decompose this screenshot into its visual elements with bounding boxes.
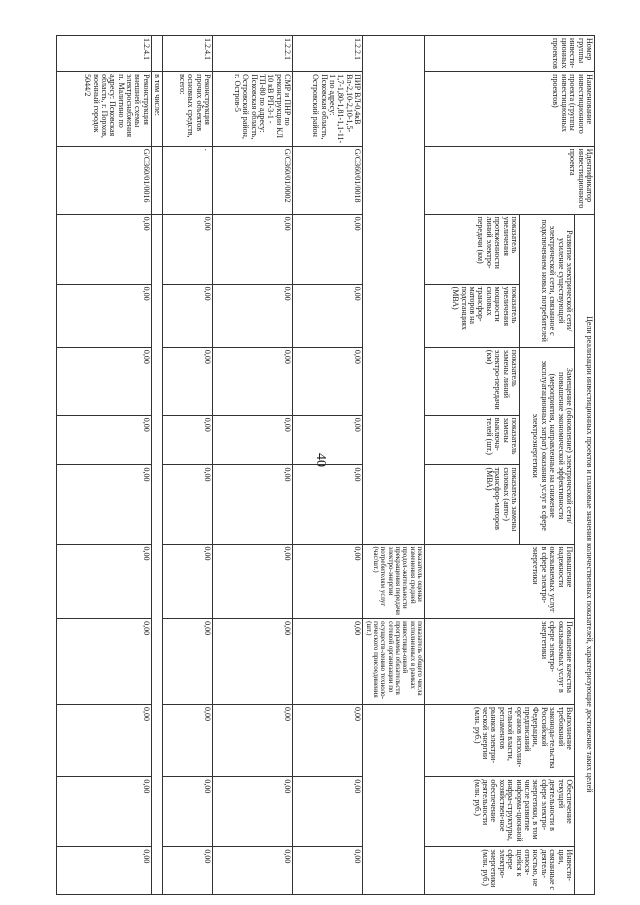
row-value: 0,00 — [293, 465, 363, 544]
header-goals: Цели реализации инвестиционных проектов и плановые значения количественных показателей, характеризующие достижение таких целей — [575, 214, 595, 894]
table-row — [151, 36, 162, 895]
row-project-name: СМР и ПНР по реконструкции КЛ 10 кВ РП-3-1 - ТП-80 по адресу: Псковская область, Островский район, г. Остров-5 — [213, 72, 293, 147]
row-value: 0,00 — [163, 619, 213, 705]
header-ind-transformer-capacity: показатель увеличения мощности силовых трансфор-маторов на подстанциях (МВА) — [425, 284, 520, 347]
row-value: 0,00 — [163, 465, 213, 544]
row-value: 0,00 — [56, 619, 151, 705]
row-value: 0,00 — [293, 347, 363, 415]
header-goal-law: Выполнение требований законода-тельства Российской Федерации, предписаний органов исполни-тельной власти, регламентов рынков электри-ческой энергии (млн. руб.) — [425, 705, 575, 777]
row-value: 0,00 — [163, 777, 213, 847]
header-ind-replace-switches: показатель замены выключа-телей (шт.) — [425, 415, 520, 465]
row-value: 0,00 — [213, 544, 293, 619]
row-value: 0,00 — [213, 214, 293, 284]
rotated-table-wrapper — [60, 35, 595, 895]
row-value: 0,00 — [163, 544, 213, 619]
header-ind-replace-lines: показатель замены линий электро-передачи (км) — [425, 347, 520, 415]
header-ind-replace-transformers: показатель замены силовых (авто-) трансфор-маторов (МВА) — [425, 465, 520, 544]
row-project-name: Реконструкция прочих объектов основных средств, всего: — [163, 72, 213, 147]
row-value: 0,00 — [213, 619, 293, 705]
header-ind-reliability-spacer — [363, 36, 425, 545]
table-row — [56, 36, 151, 895]
table-row — [213, 36, 293, 895]
row-project-id: G/С360/01/0002 — [213, 146, 293, 214]
row-value: 0,00 — [293, 777, 363, 847]
header-ind-line-length: показатель увеличения протяженности линий электро-передачи (км) — [425, 214, 520, 284]
row-value: 0,00 — [163, 214, 213, 284]
row-value: 0,00 — [293, 214, 363, 284]
row-value: 0,00 — [213, 284, 293, 347]
header-goal-investment: Инвести-ции, связанные с деятель-ностью, не относя-щейся к сфере электро-энергетики (млн. руб.) — [425, 847, 575, 895]
row-project-name: ПИР ВЛ-0,4кВ Вл-2,10-2,10-1,5-1,7-1,80-1,81-1,1-11-1 по адресу: Псковская область, Островский район — [293, 72, 363, 147]
row-value: 0,00 — [56, 214, 151, 284]
row-value: 0,00 — [213, 415, 293, 465]
header-goal-development: Развитие электрической сети/усиление существующей электрической сети, связанное с подключением новых потребителей — [520, 214, 575, 347]
table-row — [163, 36, 213, 895]
row-value: 0,00 — [163, 284, 213, 347]
row-value: 0,00 — [213, 847, 293, 895]
row-project-name: Реконструкция внешней схемы электроснабжения п. Малитино по адресу: Псковская область, г. Порхов, военный городок 5044/2 — [56, 72, 151, 147]
row-number: 1.2.2.1 — [213, 36, 293, 72]
row-project-id: G/С360/01/0018 — [293, 146, 363, 214]
row-project-name: в том числе: — [151, 72, 162, 147]
row-value: 0,00 — [163, 415, 213, 465]
row-value: 0,00 — [56, 347, 151, 415]
table-row — [293, 36, 363, 895]
row-value: 0,00 — [56, 465, 151, 544]
row-value: 0,00 — [163, 847, 213, 895]
row-value: 0,00 — [293, 415, 363, 465]
row-value: 0,00 — [293, 544, 363, 619]
row-value: 0,00 — [293, 284, 363, 347]
row-value: 0,00 — [56, 705, 151, 777]
header-ind-reliability: показатель оценки изменения средней продол-жительности прекращения передачи электро-энергии потребителям услуг (час/шт.) — [363, 544, 425, 619]
row-value: 0,00 — [56, 415, 151, 465]
row-value: 0,00 — [293, 847, 363, 895]
header-project-id: Идентификатор инвестиционного проекта — [425, 146, 595, 214]
header-goal-replacement: Замещение (обновление) электрической сети/повышение экономической эффективности (мероприятия, направленные на снижение эксплуатационных затрат) оказания услуг в сфере электроэнергетики — [520, 347, 575, 544]
header-group-number: Номер группы инвести-ционных проектов — [425, 36, 595, 72]
row-value: 0,00 — [293, 619, 363, 705]
header-goal-quality: Повышение качества оказываемых услуг в сфере электро-энергетики — [425, 619, 575, 705]
row-number — [151, 36, 162, 72]
row-value: 0,00 — [293, 705, 363, 777]
row-number: 1.2.4.1 — [163, 36, 213, 72]
header-ind-quality: показатель общего числа исполненных в рамках инвестици-онной программы обязательств сетевой организации по осуществ-лению техноло-гического присоединения (шт.) — [363, 619, 425, 705]
row-empty — [151, 214, 162, 894]
investment-table — [56, 35, 595, 895]
header-ind-spacer — [363, 705, 425, 895]
row-value: 0,00 — [213, 777, 293, 847]
header-goal-current: Обеспечение текущей деятельности в сфере электро-энергетики, в том числе развитие информа-ционной инфра-структуры, хозяйствен-ное обеспечение деятельности (млн. руб.) — [425, 777, 575, 847]
row-value: 0,00 — [56, 284, 151, 347]
row-value: 0,00 — [213, 347, 293, 415]
header-goal-reliability: Повышение надежности оказываемых услуг в сфере электро-энергетики — [425, 544, 575, 619]
row-value: 0,00 — [213, 705, 293, 777]
row-project-id: . — [163, 146, 213, 214]
header-project-name: Наименование инвестиционного проекта (группы инвестиционных проектов) — [425, 72, 595, 147]
row-value: 0,00 — [56, 777, 151, 847]
row-project-id — [151, 146, 162, 214]
row-number: 1.2.4.1 — [56, 36, 151, 72]
row-project-id: G/С360/01/0016 — [56, 146, 151, 214]
row-value: 0,00 — [56, 544, 151, 619]
row-value: 0,00 — [163, 705, 213, 777]
row-value: 0,00 — [213, 465, 293, 544]
row-value: 0,00 — [56, 847, 151, 895]
row-value: 0,00 — [163, 347, 213, 415]
row-number: 1.2.2.1 — [293, 36, 363, 72]
page-number: 40 — [313, 453, 328, 467]
